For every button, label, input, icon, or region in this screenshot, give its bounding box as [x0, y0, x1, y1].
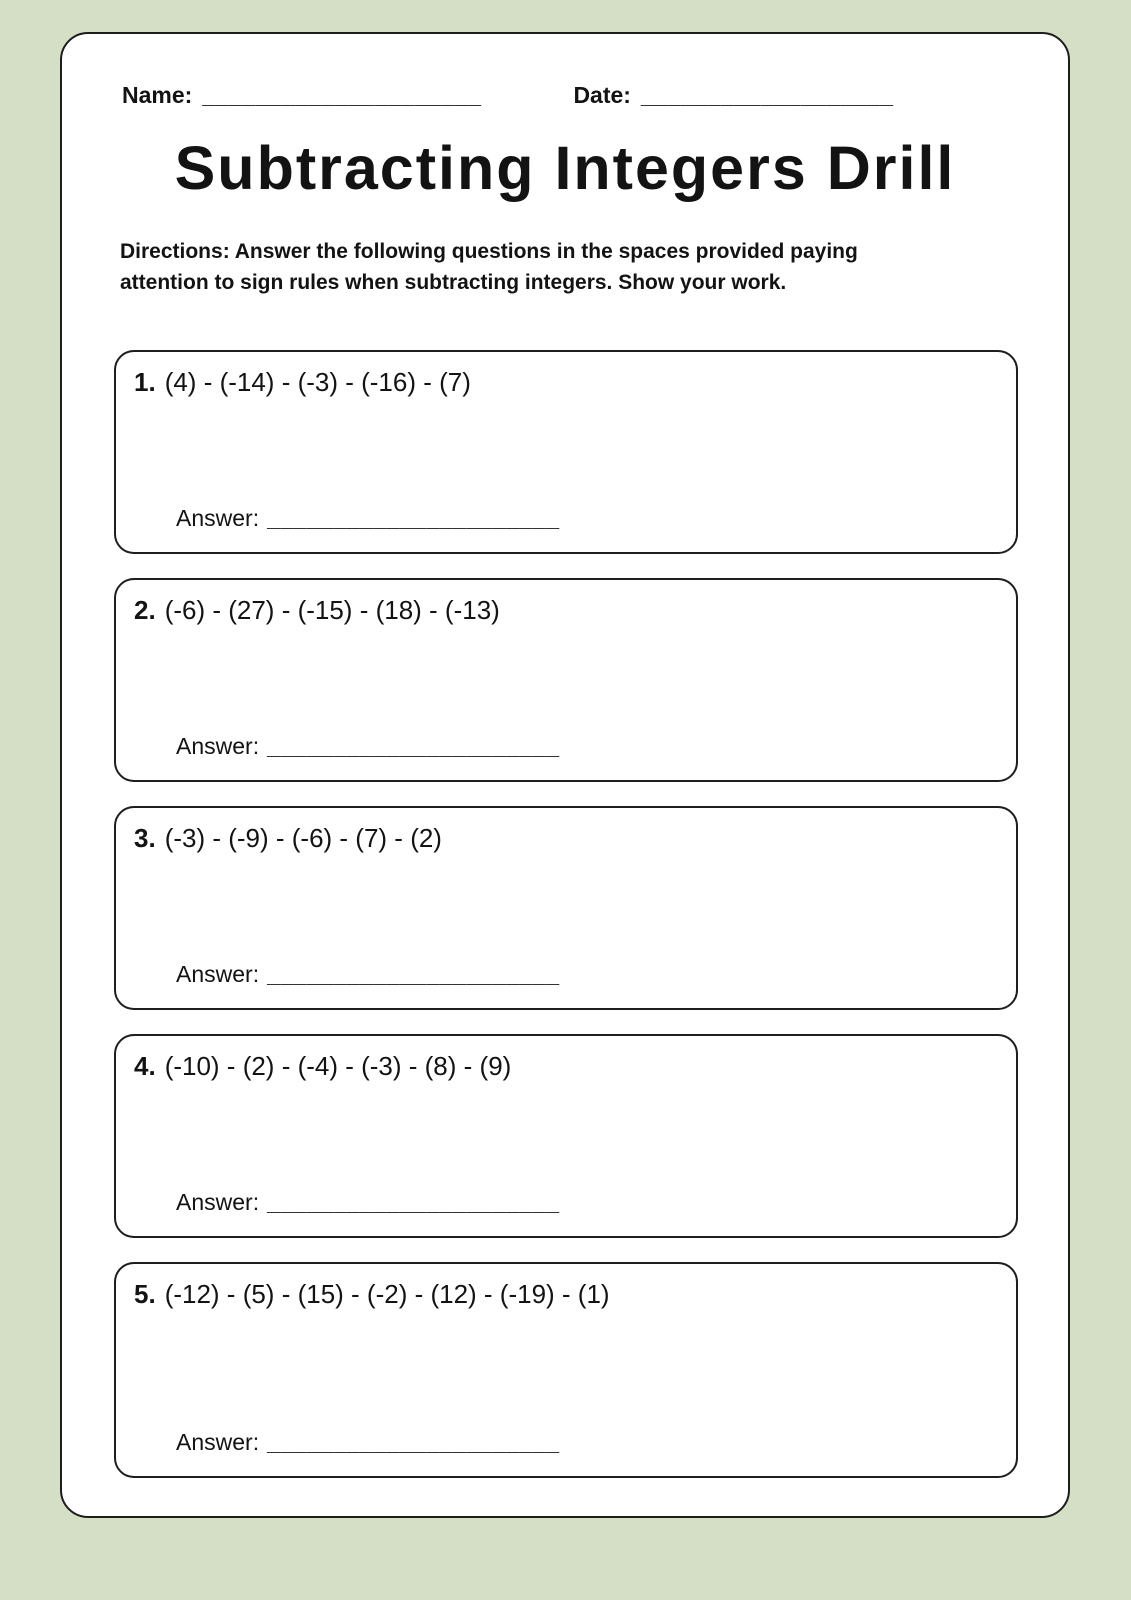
question-number: 1. — [134, 367, 156, 398]
question-expression: (-6) - (27) - (-15) - (18) - (-13) — [164, 595, 500, 626]
name-blank-line: _____________________ — [202, 82, 482, 108]
question-text — [134, 1050, 998, 1084]
question-text — [134, 822, 998, 856]
question-expression: (4) - (-14) - (-3) - (-16) - (7) — [164, 367, 471, 398]
worksheet-page — [60, 32, 1070, 1518]
question-text — [134, 366, 998, 400]
answer-label: Answer: — [176, 1429, 260, 1456]
answer-line — [176, 1429, 560, 1456]
name-field — [122, 82, 481, 109]
answer-line — [176, 1189, 560, 1216]
question-number: 2. — [134, 595, 156, 626]
answer-label: Answer: — [176, 1189, 260, 1216]
answer-line — [176, 505, 560, 532]
question-box-3 — [114, 806, 1018, 1010]
name-date-row — [122, 82, 1010, 109]
question-text — [134, 594, 998, 628]
question-number: 4. — [134, 1051, 156, 1082]
question-box-5 — [114, 1262, 1018, 1478]
date-field — [573, 82, 893, 109]
date-blank-line: ___________________ — [640, 82, 894, 108]
question-box-4 — [114, 1034, 1018, 1238]
answer-blank-line: ______________________ — [267, 733, 560, 760]
answer-blank-line: ______________________ — [267, 1429, 560, 1456]
question-number: 5. — [134, 1279, 156, 1310]
answer-label: Answer: — [176, 733, 260, 760]
answer-label: Answer: — [176, 505, 260, 532]
answer-blank-line: ______________________ — [267, 1189, 560, 1216]
questions-list — [114, 350, 1018, 1478]
answer-label: Answer: — [176, 961, 260, 988]
question-box-1 — [114, 350, 1018, 554]
question-expression: (-12) - (5) - (15) - (-2) - (12) - (-19) - (1) — [164, 1279, 610, 1310]
question-number: 3. — [134, 823, 156, 854]
answer-line — [176, 961, 560, 988]
page-title: Subtracting Integers Drill — [174, 134, 956, 202]
question-box-2 — [114, 578, 1018, 782]
answer-blank-line: ______________________ — [267, 505, 560, 532]
directions-text: Directions: Answer the following questions in the spaces provided paying attention to sign rules when subtracting integers. Show your work. — [120, 240, 858, 295]
answer-blank-line: ______________________ — [267, 961, 560, 988]
question-expression: (-10) - (2) - (-4) - (-3) - (8) - (9) — [164, 1051, 512, 1082]
name-label: Name: — [122, 82, 193, 108]
answer-line — [176, 733, 560, 760]
question-text — [134, 1278, 998, 1312]
date-label: Date: — [573, 82, 631, 108]
question-expression: (-3) - (-9) - (-6) - (7) - (2) — [164, 823, 442, 854]
